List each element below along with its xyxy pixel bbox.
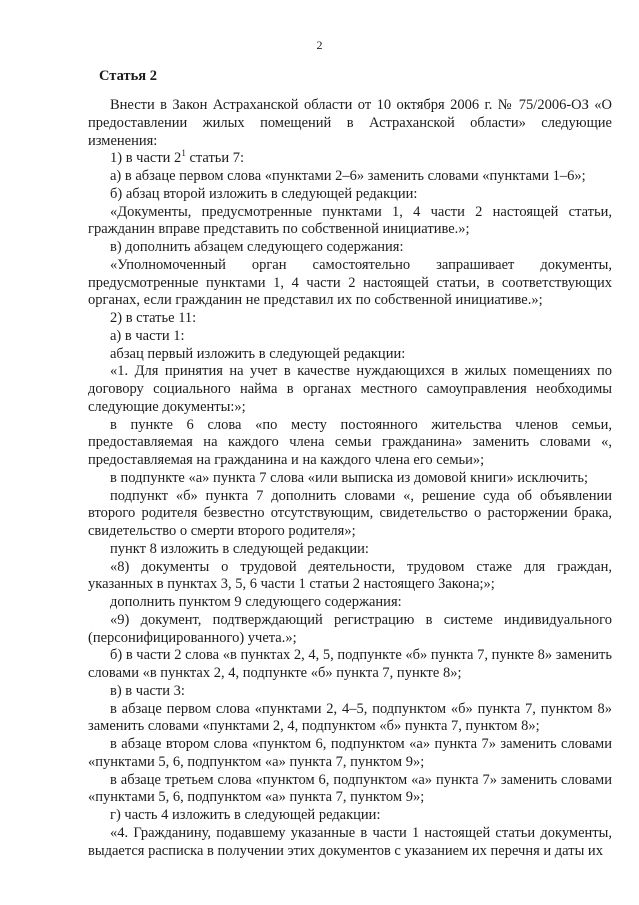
paragraph — [88, 150, 612, 168]
paragraph: «8) документы о трудовой деятельности, трудовом стаже для граждан, указанных в пунктах 3, 5, 6 части 1 статьи 2 настоящего Закона;»; — [88, 558, 612, 593]
paragraph: в абзаце первом слова «пунктами 2, 4–5, подпунктом «б» пункта 7, пунктом 8» заменить словами «пунктами 2, 4, подпунктом «б» пункта 7, пунктом 8»; — [88, 700, 612, 735]
paragraph-text: статьи 7: — [185, 150, 245, 167]
paragraph: Внести в Закон Астраханской области от 10 октября 2006 г. № 75/2006-ОЗ «О предоставлении жилых помещений в Астраханской области» следующие изменения: — [88, 97, 612, 149]
paragraph: в) дополнить абзацем следующего содержания: — [110, 239, 404, 255]
paragraph: «Документы, предусмотренные пунктами 1, 4 части 2 настоящей статьи, гражданин вправе представить по собственной инициативе.»; — [88, 203, 612, 238]
paragraph: «4. Гражданину, подавшему указанные в части 1 настоящей статьи документы, выдается расписка в получении этих документов с указанием их перечня и даты их — [88, 824, 612, 859]
paragraph: б) абзац второй изложить в следующей редакции: — [110, 185, 418, 202]
document-body — [88, 97, 612, 860]
paragraph: в абзаце третьем слова «пунктом 6, подпунктом «а» пункта 7» заменить словами «пунктами 5, 6, подпунктом «а» пункта 7, пунктом 9»; — [88, 771, 612, 806]
article-heading: Статья 2 — [99, 68, 157, 84]
paragraph: 2) в статье 11: — [110, 310, 197, 326]
paragraph: в подпункте «а» пункта 7 слова «или выписка из домовой книги» исключить; — [110, 469, 588, 486]
paragraph: в абзаце втором слова «пунктом 6, подпунктом «а» пункта 7» заменить словами «пунктами 5, 6, подпунктом «а» пункта 7, пунктом 9»; — [88, 736, 612, 770]
paragraph: пункт 8 изложить в следующей редакции: — [110, 540, 369, 557]
paragraph: «9) документ, подтверждающий регистрацию в системе индивидуального (персонифицированного) учета.»; — [88, 611, 612, 646]
paragraph: «1. Для принятия на учет в качестве нуждающихся в жилых помещениях по договору социального найма в органах местного самоуправления необходимы следующие документы:»; — [88, 363, 612, 415]
paragraph: «Уполномоченный орган самостоятельно запрашивает документы, предусмотренные пунктами 1, 4 части 2 настоящей статьи, в соответствующих органах, если гражданин не представил их по собственной инициативе.»; — [88, 256, 612, 309]
paragraph: подпункт «б» пункта 7 дополнить словами «, решение суда об объявлении второго родителя безвестно отсутствующим, свидетельство о расторжении брака, свидетельство о смерти второго родителя»; — [88, 487, 612, 539]
superscript: 1 — [181, 148, 186, 159]
paragraph: б) в части 2 слова «в пунктах 2, 4, 5, подпункте «б» пункта 7, пункте 8» заменить словами «в пунктах 2, 4, подпункте «б» пункта 7, пункте 8»; — [88, 647, 612, 681]
paragraph: в) в части 3: — [110, 682, 185, 699]
paragraph: г) часть 4 изложить в следующей редакции: — [110, 807, 381, 823]
paragraph: абзац первый изложить в следующей редакции: — [110, 345, 406, 362]
paragraph-text: 1) в части 2 — [110, 150, 182, 167]
paragraph: дополнить пунктом 9 следующего содержания: — [110, 594, 402, 610]
paragraph: в пункте 6 слова «по месту постоянного жительства членов семьи, предоставляемая на каждого члена семьи гражданина» заменить словами «, предоставляемая на гражданина и на каждого члена его семьи»; — [88, 416, 612, 468]
paragraph: а) в части 1: — [110, 327, 185, 344]
page-number: 2 — [316, 38, 323, 52]
paragraph: а) в абзаце первом слова «пунктами 2–6» заменить словами «пунктами 1–6»; — [110, 168, 586, 184]
